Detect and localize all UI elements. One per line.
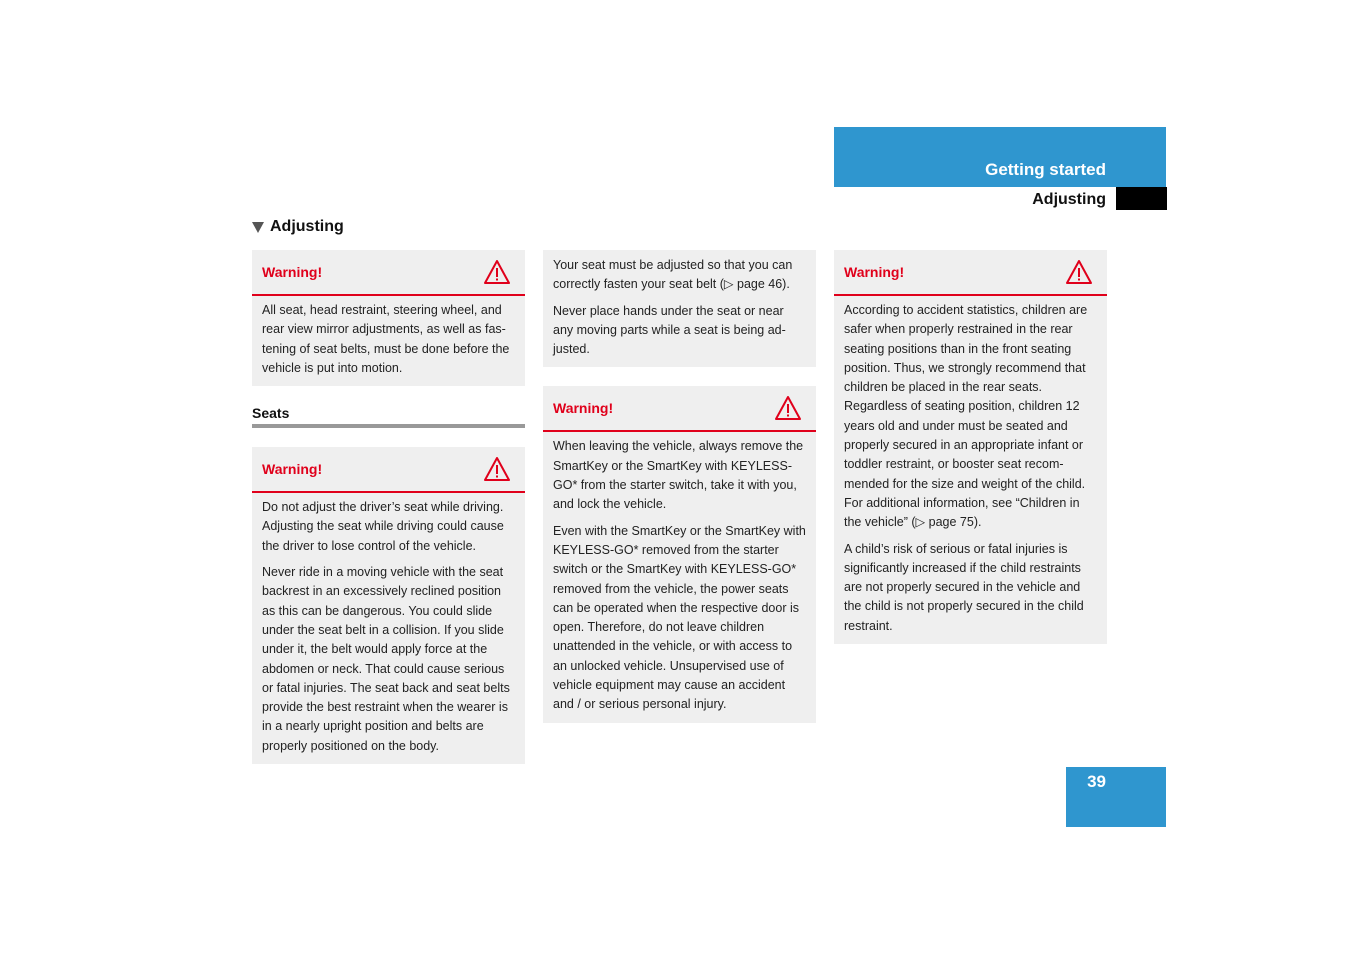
- warning-header: [252, 447, 525, 493]
- warning-box-adjustments: [252, 250, 525, 386]
- warning-triangle-icon: [774, 395, 802, 421]
- header-marker-block: [1116, 187, 1167, 210]
- section-subtitle: Adjusting: [1032, 191, 1106, 208]
- chapter-title: Getting started: [985, 160, 1106, 179]
- triangle-down-icon: [252, 222, 264, 233]
- warning-label: Warning!: [262, 461, 323, 478]
- warning-header: [543, 386, 816, 432]
- warning-body: [834, 296, 1107, 644]
- paragraph: Your seat must be adjusted so that you can correctly fasten your seat belt (▷ page 46).: [553, 258, 793, 292]
- column-1: [252, 250, 525, 764]
- warning-box-children: [834, 250, 1107, 644]
- page-number: 39: [1087, 772, 1106, 791]
- warning-box-smartkey: [543, 386, 816, 722]
- column-3: [834, 250, 1107, 644]
- paragraph: Never ride in a moving vehicle with the seat backrest in an excessively reclined position as this can be dangerous. You could slide under the seat belt in a collision. If you slide under it, the belt would apply force at the abdomen or neck. That could cause serious or fatal injuries. The seat back and seat belts provide the best restraint when the wearer is in a nearly upright position and belts are properly positioned on the body.: [262, 565, 510, 753]
- warning-header: [834, 250, 1107, 296]
- paragraph: A child’s risk of serious or fatal injuries is significantly increased if the child restraints are not properly secured in the vehicle and the child is not properly secured in the child restraint.: [844, 541, 1084, 633]
- warning-triangle-icon: [483, 259, 511, 285]
- warning-body: [252, 296, 525, 386]
- paragraph: Never place hands under the seat or near any moving parts while a seat is being adjusted.: [553, 303, 786, 357]
- paragraph: Do not adjust the driver’s seat while driving. Adjusting the seat while driving could cause the driver to lose control of the vehicle.: [262, 500, 504, 553]
- warning-label: Warning!: [553, 400, 614, 417]
- page-number-tab: [1066, 767, 1166, 827]
- section-heading-text: Adjusting: [270, 218, 344, 235]
- paragraph: According to accident statistics, children are safer when properly restrained in the rear seating positions than in the front seating position. Thus, we strongly recommend that children be placed in the rear seats. Regardless of seating position, children 12 years old and under must be seated and properly secured in an appropriate infant or toddler restraint, or booster seat recommended for the size and weight of the child. For additional information, see “Children in the vehicle” (▷ page 75).: [844, 303, 1088, 530]
- warning-header: [252, 250, 525, 296]
- warning-triangle-icon: [1065, 259, 1093, 285]
- subheading-rule: [252, 424, 525, 428]
- paragraph: When leaving the vehicle, always remove the SmartKey or the SmartKey with KEYLESS-GO* from the starter switch, take it with you, and lock the vehicle.: [553, 439, 804, 512]
- column-2: [543, 250, 816, 723]
- warning-box-seat-driving: [252, 447, 525, 764]
- continued-box: [543, 250, 816, 367]
- paragraph: All seat, head restraint, steering wheel, and rear view mirror adjustments, as well as fastening of seat belts, must be done before the vehicle is put into motion.: [262, 303, 510, 375]
- warning-body: [543, 432, 816, 722]
- warning-label: Warning!: [262, 264, 323, 280]
- subheading-seats: Seats: [252, 405, 290, 422]
- continued-body: [543, 250, 816, 367]
- section-heading: [252, 218, 344, 236]
- header-tab: [834, 127, 1166, 187]
- warning-label: Warning!: [844, 264, 905, 280]
- paragraph: Even with the SmartKey or the SmartKey with KEYLESS-GO* removed from the starter switch or the SmartKey with KEYLESS-GO* removed from the vehicle, the power seats can be operated when the respective door is open. Therefore, do not leave children unattended in the vehicle, or with access to an unlocked vehicle. Unsupervised use of vehicle equipment may cause an accident and / or serious personal injury.: [553, 523, 806, 712]
- warning-triangle-icon: [483, 456, 511, 482]
- warning-body: [252, 493, 525, 764]
